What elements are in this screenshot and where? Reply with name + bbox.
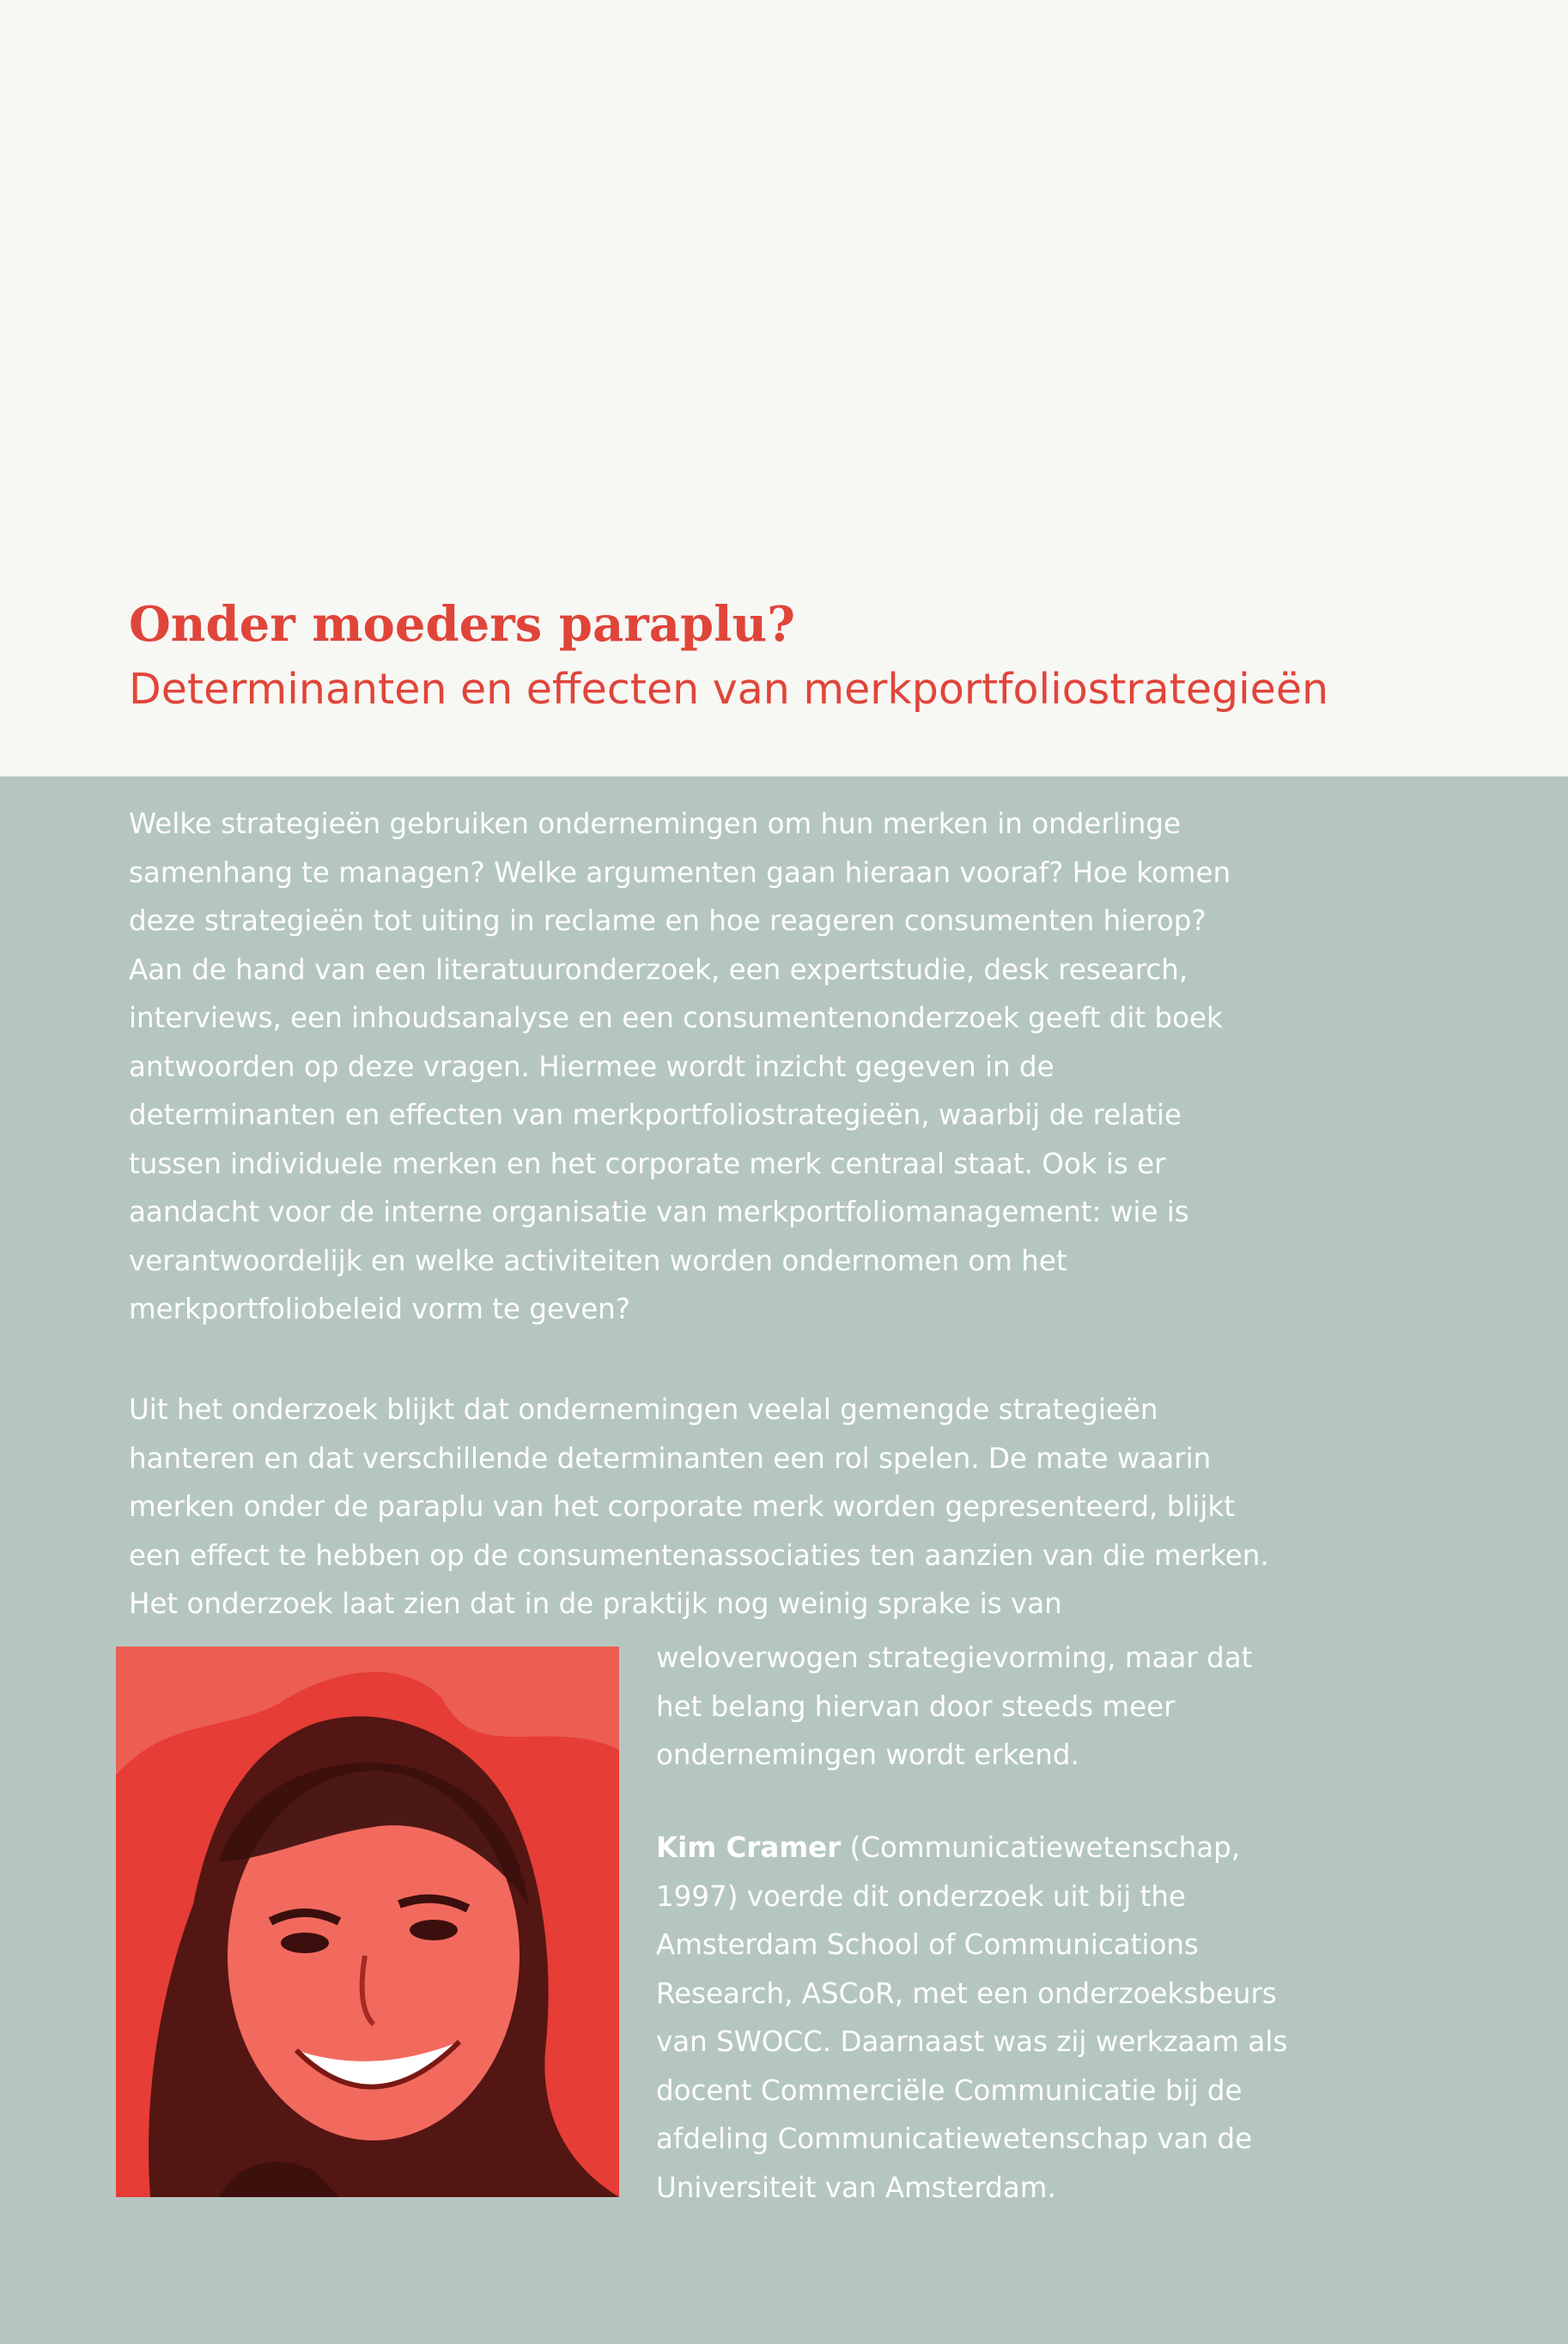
author-name: Kim Cramer bbox=[656, 1831, 842, 1864]
text-line: determinanten en effecten van merkportfoliostrategieën, waarbij de relatie bbox=[129, 1099, 1182, 1131]
text-line: verantwoordelijk en welke activiteiten worden ondernomen om het bbox=[129, 1244, 1067, 1277]
text-line: Amsterdam School of Communications bbox=[656, 1928, 1199, 1961]
text-line: het belang hiervan door steeds meer bbox=[656, 1690, 1176, 1723]
text-line: weloverwogen strategievorming, maar dat bbox=[656, 1641, 1253, 1674]
text-line: merken onder de paraplu van het corporate merk worden gepresenteerd, blijkt bbox=[129, 1490, 1235, 1523]
text-line: ondernemingen wordt erkend. bbox=[656, 1738, 1079, 1771]
text-line: merkportfoliobeleid vorm te geven? bbox=[129, 1293, 631, 1325]
cover-top-area bbox=[0, 0, 1568, 776]
text-line bbox=[656, 1823, 1309, 1872]
text-line: Uit het onderzoek blijkt dat ondernemingen veelal gemengde strategieën bbox=[129, 1393, 1158, 1426]
author-bio bbox=[656, 1823, 1309, 2212]
book-title: Onder moeders paraplu? bbox=[129, 596, 796, 653]
text-line: 1997) voerde dit onderzoek uit bij the bbox=[656, 1879, 1186, 1913]
text-line: aandacht voor de interne organisatie van merkportfoliomanagement: wie is bbox=[129, 1196, 1189, 1228]
text-line: Welke strategieën gebruiken ondernemingen om hun merken in onderlinge bbox=[129, 807, 1181, 840]
text-line: Het onderzoek laat zien dat in de praktijk nog weinig sprake is van bbox=[129, 1587, 1062, 1620]
text-line: hanteren en dat verschillende determinanten een rol spelen. De mate waarin bbox=[129, 1441, 1212, 1475]
description-paragraph-2-continued bbox=[656, 1634, 1309, 1780]
text-line: afdeling Communicatiewetenschap van de bbox=[656, 2122, 1253, 2155]
description-paragraph-1 bbox=[129, 800, 1297, 1334]
text-line: interviews, een inhoudsanalyse en een consumentenonderzoek geeft dit boek bbox=[129, 1002, 1223, 1034]
text-line: Research, ASCoR, met een onderzoeksbeurs bbox=[656, 1976, 1277, 2010]
text-line: deze strategieën tot uiting in reclame en hoe reageren consumenten hierop? bbox=[129, 904, 1206, 937]
text-line: samenhang te managen? Welke argumenten gaan hieraan vooraf? Hoe komen bbox=[129, 855, 1231, 889]
text-line: een effect te hebben op de consumentenassociaties ten aanzien van die merken. bbox=[129, 1538, 1269, 1572]
text-line: antwoorden op deze vragen. Hiermee wordt inzicht gegeven in de bbox=[129, 1050, 1054, 1083]
description-paragraph-2 bbox=[129, 1385, 1297, 1629]
author-bio-first-line: (Communicatiewetenschap, bbox=[841, 1831, 1241, 1864]
author-photo bbox=[116, 1647, 619, 2197]
book-subtitle: Determinanten en effecten van merkportfoliostrategieën bbox=[129, 665, 1329, 714]
text-line: van SWOCC. Daarnaast was zij werkzaam als bbox=[656, 2025, 1288, 2058]
text-line: Universiteit van Amsterdam. bbox=[656, 2170, 1056, 2204]
text-line: tussen individuele merken en het corporate merk centraal staat. Ook is er bbox=[129, 1147, 1166, 1180]
text-line: Aan de hand van een literatuuronderzoek, een expertstudie, desk research, bbox=[129, 953, 1188, 986]
text-line: docent Commerciële Communicatie bij de bbox=[656, 2073, 1243, 2107]
